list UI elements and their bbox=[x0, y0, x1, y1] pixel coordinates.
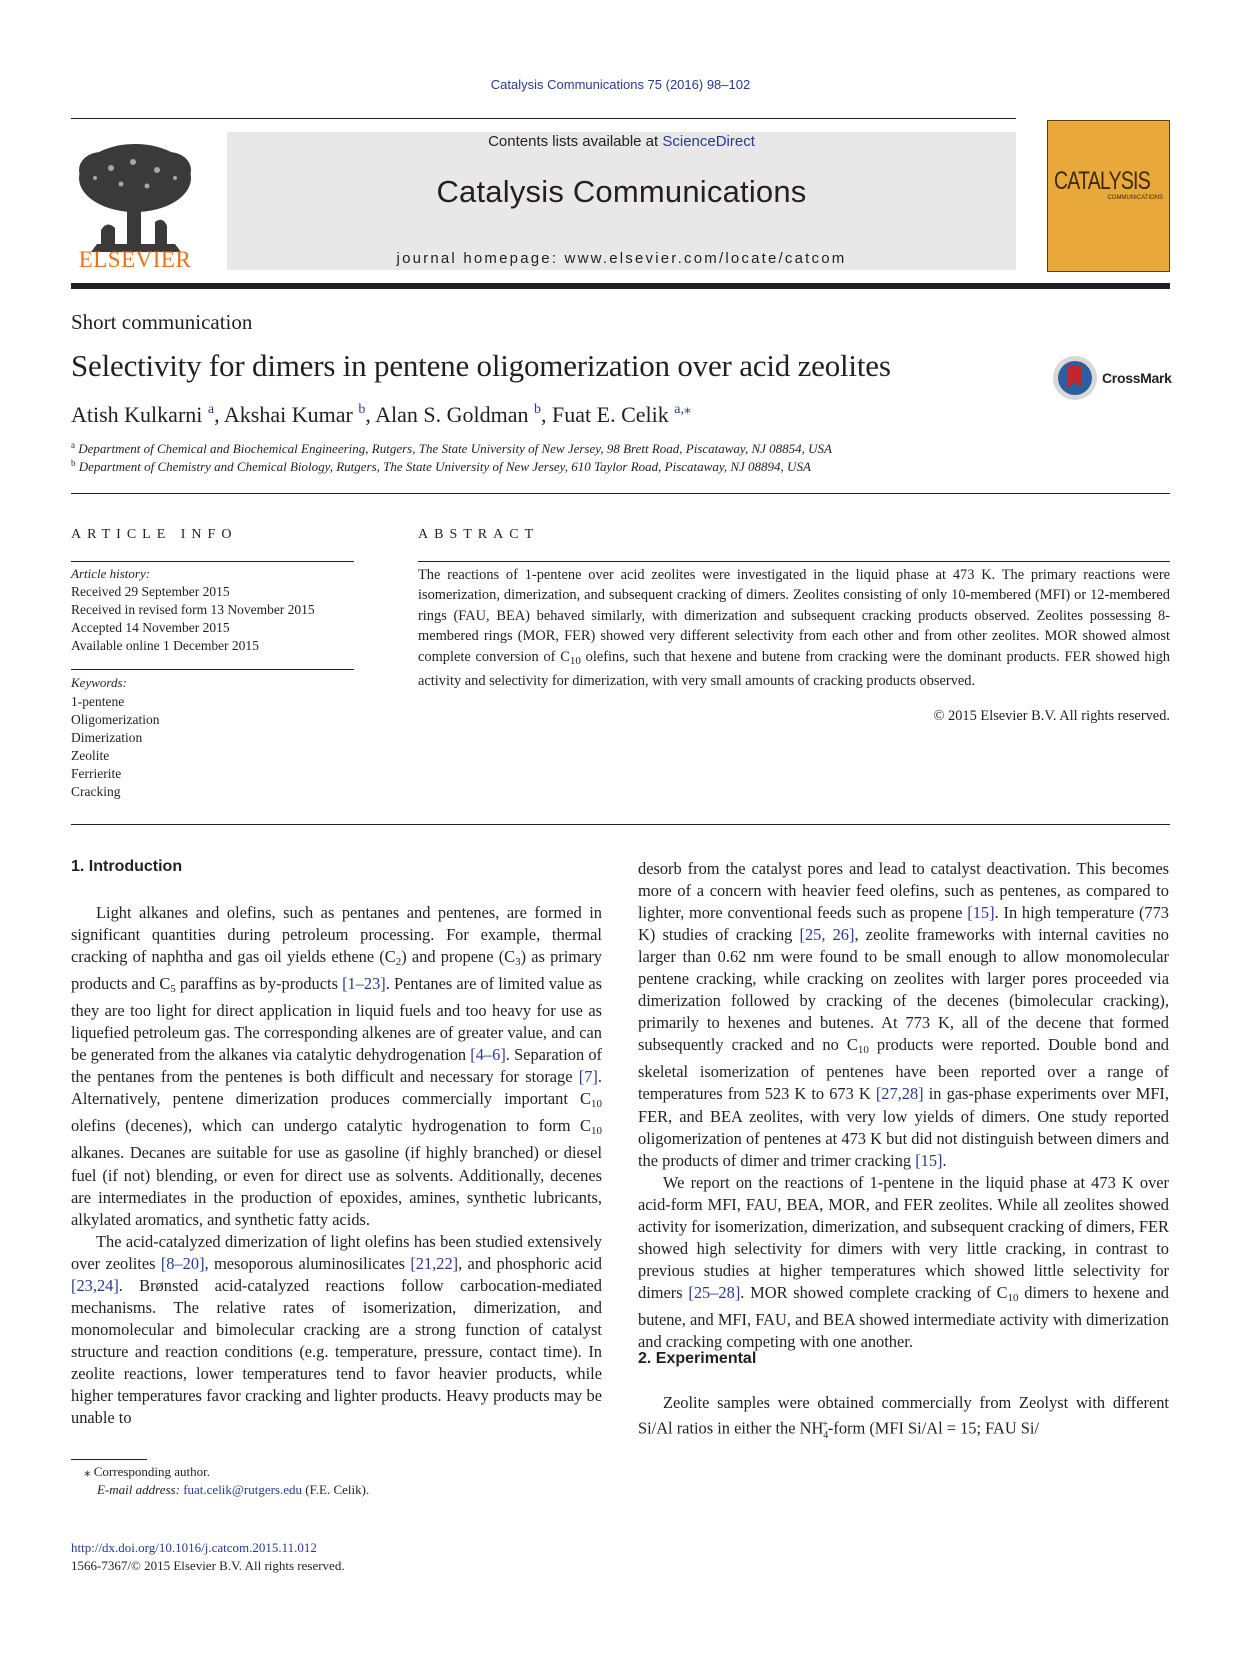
cover-title: CATALYSIS bbox=[1054, 167, 1150, 195]
journal-title: Catalysis Communications bbox=[436, 174, 807, 209]
body-column-left: Light alkanes and olefins, such as pentanes and pentenes, are formed in significant quantities during petroleum processing. For example, thermal cracking of naphtha and gas oil yields ethene $(C_2)$ and propene $(C_3)$ as primary products and $C_5$ paraffins as by-products [1–23]. Pentanes are of limited value as they are too light for direct application in liquid fuels and too heavy for use as liquefied petroleum gas. The corresponding alkenes are of greater value, and can be generated from the alkanes via catalytic dehydrogenation [4–6]. Separation of the pentanes from the pentenes is both difficult and necessary for storage [7]. Alternatively, pentene dimerization produces commercially important $C_{10}$ olefins (decenes), which can undergo catalytic hydrogenation to form $C_{10}$ alkanes. Decanes are suitable for use as gasoline (if highly branched) or diesel fuel (if not) blending, or even for direct use as solvents. Additionally, decenes are intermediates in the production of epoxides, amines, synthetic lubricants, alkylated aromatics, and synthetic fatty acids. The acid-catalyzed dimerization of light olefins has been studied extensively over zeolites [8–20], mesoporous aluminosilicates [21,22], and phosphoric acid [23,24]. Brønsted acid-catalyzed reactions follow carbocation-mediated mechanisms. The relative rates of isomerization, dimerization, and monomolecular and bimolecular cracking are a strong function of catalyst structure and reaction conditions (e.g. temperature, pressure, contact time). In zeolite reactions, lower temperatures tend to favor heavier products, while higher temperatures favor cracking and lighter products. Heavy products may be unable to bbox=[71, 903, 602, 1428]
abstract-subscript: 10 bbox=[569, 654, 581, 667]
crossmark-icon[interactable] bbox=[1052, 355, 1098, 401]
cover-subtitle: COMMUNICATIONS bbox=[1107, 195, 1163, 201]
author-affiliation-mark[interactable]: b bbox=[534, 402, 542, 417]
author-name: Fuat E. Celik bbox=[552, 402, 669, 427]
author-name: Alan S. Goldman bbox=[375, 402, 529, 427]
article-title: Selectivity for dimers in pentene oligomerization over acid zeolites bbox=[71, 348, 891, 383]
section-heading-introduction: 1. Introduction bbox=[71, 858, 183, 875]
keyword: Oligomerization bbox=[71, 712, 160, 727]
history-item: Received 29 September 2015 bbox=[71, 584, 230, 599]
footnote-text: Corresponding author. bbox=[93, 1464, 211, 1479]
abstract-copyright: © 2015 Elsevier B.V. All rights reserved. bbox=[933, 708, 1170, 724]
history-item: Available online 1 December 2015 bbox=[71, 638, 259, 653]
header-rule bbox=[71, 118, 1016, 119]
title-rule bbox=[71, 493, 1170, 494]
body-column-right: desorb from the catalyst pores and lead to catalyst deactivation. This becomes more of a concern with heavier feed olefins, such as pentenes, as compared to lighter, more conventional feeds such as propene [15]. In high temperature (773 K) studies of cracking [25, 26], zeolite frameworks with internal cavities no larger than 0.62 nm were found to be small enough to allow monomolecular pentene cracking, while cracking on zeolites with larger pores proceeded via dimerization followed by cracking of the decenes (bimolecular cracking), primarily to hexenes and butenes. At 773 K, all of the decene that formed subsequently cracked and no $C_{10}$ products were reported. Double bond and skeletal isomerization of pentenes have been reported over a range of temperatures from 523 K to 673 K [27,28] in gas-phase experiments over MFI, FER, and BEA zeolites, with very low yields of dimers. One study reported oligomerization of pentenes at 473 K but did not distinguish between dimers and the products of dimer and trimer cracking [15]. We report on the reactions of 1-pentene in the liquid phase at 473 K over acid-form MFI, FAU, BEA, MOR, and FER zeolites. While all zeolites showed activity for isomerization, dimerization, and subsequent cracking of dimers, FER showed high selectivity for dimers with very little cracking, in contrast to previous studies at higher temperatures which showed little selectivity for dimers [25–28]. MOR showed complete cracking of $C_{10}$ dimers to hexene and butene, and MFI, FAU, and BEA showed intermediate activity with dimerization and cracking competing with one another. bbox=[638, 859, 1170, 1351]
elsevier-wordmark: ELSEVIER bbox=[78, 247, 192, 272]
abstract-rule bbox=[418, 561, 1170, 562]
author-name: Atish Kulkarni bbox=[71, 402, 203, 427]
author-affiliation-mark[interactable]: b bbox=[358, 402, 366, 417]
footnote-star: ⁎ bbox=[84, 1464, 91, 1479]
keyword: Cracking bbox=[71, 784, 121, 799]
affiliation-mark: b bbox=[71, 458, 76, 468]
keywords-rule bbox=[71, 669, 354, 670]
article-type: Short communication bbox=[71, 310, 253, 334]
affiliation bbox=[71, 458, 811, 475]
experimental-text: Zeolite samples were obtained commercially from Zeolyst with different Si/Al ratios in either the $NH_4^+$-form (MFI Si/Al = 15; FAU Si/ bbox=[638, 1393, 1169, 1441]
abstract-part: olefins, such that hexene and butene from cracking were the dominant products. FER showed high activity and selectivity for dimerization, with very small amounts of cracking products observed. bbox=[418, 648, 1170, 690]
history-label: Article history: bbox=[71, 566, 151, 581]
keyword: Ferrierite bbox=[71, 766, 122, 781]
keyword: Dimerization bbox=[71, 730, 143, 745]
author-affiliation-mark[interactable]: a bbox=[207, 402, 215, 417]
author-list: Atish Kulkarni $^a$, Akshai Kumar $^b$, Alan S. Goldman $^b$, Fuat E. Celik $^{a,⁎}$ bbox=[71, 402, 691, 427]
email-link[interactable]: fuat.celik@rutgers.edu bbox=[183, 1482, 303, 1497]
email-note bbox=[97, 1482, 369, 1498]
abstract-heading: ABSTRACT bbox=[418, 527, 540, 542]
section-heading-experimental: 2. Experimental bbox=[638, 1350, 757, 1367]
corresponding-author-note bbox=[84, 1464, 210, 1480]
affiliation-text: Department of Chemical and Biochemical Engineering, Rutgers, The State University of New Jersey, 98 Brett Road, Piscataway, NJ 08854, USA bbox=[78, 441, 833, 456]
article-info-rule bbox=[71, 561, 354, 562]
affiliation-mark: a bbox=[71, 440, 75, 450]
journal-cover-image bbox=[1047, 120, 1170, 272]
history-item: Accepted 14 November 2015 bbox=[71, 620, 230, 635]
doi-link[interactable]: http://dx.doi.org/10.1016/j.catcom.2015.11.012 bbox=[71, 1540, 317, 1555]
footnote-rule bbox=[71, 1459, 147, 1460]
issn-line: 1566-7367/© 2015 Elsevier B.V. All rights reserved. bbox=[71, 1558, 345, 1573]
author-name: Akshai Kumar bbox=[223, 402, 353, 427]
journal-homepage[interactable]: journal homepage: www.elsevier.com/locate/catcom bbox=[396, 250, 847, 267]
sciencedirect-link[interactable]: ScienceDirect bbox=[662, 133, 755, 150]
abstract-text bbox=[418, 565, 1170, 691]
crossmark-label[interactable]: CrossMark bbox=[1102, 370, 1172, 386]
affiliation bbox=[71, 440, 832, 457]
contents-prefix: Contents lists available at bbox=[488, 133, 663, 150]
affiliation-text: Department of Chemistry and Chemical Biology, Rutgers, The State University of New Jersey, 610 Taylor Road, Piscataway, NJ 08894, USA bbox=[78, 459, 811, 474]
keyword: 1-pentene bbox=[71, 694, 125, 709]
article-info-heading: ARTICLE INFO bbox=[71, 527, 238, 542]
body-rule bbox=[71, 824, 1170, 825]
keywords-label: Keywords: bbox=[71, 675, 127, 690]
abstract-part: The reactions of 1-pentene over acid zeolites were investigated in the liquid phase at 473 K. The primary reactions were isomerization, dimerization, and subsequent cracking of dimers. Zeolites consisting of only 10-membered (MFI) or 12-membered rings (FAU, BEA) behaved similarly, with dimerization and subsequent cracking products observed. Zeolites possessing 8-membered rings (MOR, FER) showed very different selectivity from each other and from other zeolites. MOR showed almost complete conversion of C bbox=[418, 567, 1170, 665]
contents-line bbox=[227, 133, 1016, 150]
history-item: Received in revised form 13 November 2015 bbox=[71, 602, 315, 617]
header-thick-rule bbox=[71, 283, 1170, 289]
email-label: E-mail address: bbox=[97, 1482, 184, 1497]
journal-citation[interactable]: Catalysis Communications 75 (2016) 98–102 bbox=[490, 77, 751, 92]
keyword: Zeolite bbox=[71, 748, 110, 763]
author-affiliation-mark[interactable]: a,⁎ bbox=[674, 402, 691, 417]
email-suffix: (F.E. Celik). bbox=[302, 1482, 370, 1497]
